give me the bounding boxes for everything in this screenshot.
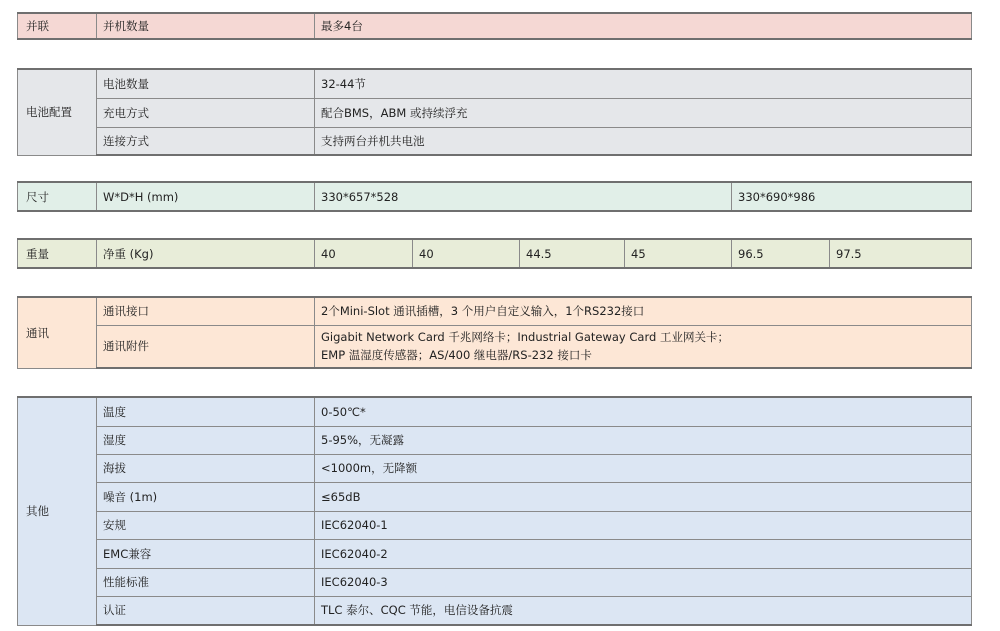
spec-value: 最多4台	[315, 13, 972, 39]
spec-label: 湿度	[97, 426, 315, 454]
spec-label: 温度	[97, 397, 315, 426]
spec-value: 40	[315, 239, 413, 268]
battery-table	[17, 68, 972, 156]
parallel-table	[17, 12, 972, 40]
weight-table	[17, 238, 972, 269]
spec-value: ≤65dB	[315, 482, 972, 511]
spec-label: 净重 (Kg)	[97, 239, 315, 268]
spec-value-multiline	[315, 325, 972, 368]
table-row	[18, 182, 972, 211]
dimensions-table	[17, 181, 972, 212]
spec-value: <1000m，无降额	[315, 454, 972, 482]
category-label: 电池配置	[18, 69, 97, 155]
spec-value: 配合BMS，ABM 或持续浮充	[315, 98, 972, 127]
spec-label: 通讯接口	[97, 297, 315, 325]
spec-value: 330*657*528	[315, 182, 732, 211]
spec-value: 支持两台并机共电池	[315, 127, 972, 155]
spec-label: EMC兼容	[97, 539, 315, 568]
spec-value: 2个Mini-Slot 通讯插槽，3 个用户自定义输入，1个RS232接口	[315, 297, 972, 325]
spec-label: W*D*H (mm)	[97, 182, 315, 211]
spec-label: 噪音 (1m)	[97, 482, 315, 511]
table-row	[18, 69, 972, 98]
category-label: 尺寸	[18, 182, 97, 211]
table-row	[18, 426, 972, 454]
table-row	[18, 325, 972, 368]
spec-label: 安规	[97, 511, 315, 539]
spec-value: 44.5	[520, 239, 625, 268]
spec-label: 连接方式	[97, 127, 315, 155]
spec-label: 电池数量	[97, 69, 315, 98]
spec-value: 32-44节	[315, 69, 972, 98]
spec-label: 并机数量	[97, 13, 315, 39]
spec-value: 97.5	[830, 239, 972, 268]
spec-label: 认证	[97, 596, 315, 625]
spec-value: 5-95%，无凝露	[315, 426, 972, 454]
spec-value-line: Gigabit Network Card 千兆网络卡；Industrial Gateway Card 工业网关卡；	[321, 330, 729, 345]
spec-value: IEC62040-2	[315, 539, 972, 568]
table-row	[18, 596, 972, 625]
table-row	[18, 98, 972, 127]
table-row	[18, 454, 972, 482]
table-row	[18, 539, 972, 568]
spec-value-line: EMP 温湿度传感器；AS/400 继电器/RS-232 接口卡	[321, 348, 592, 363]
spec-value: 0-50℃*	[315, 397, 972, 426]
spec-label: 通讯附件	[97, 325, 315, 368]
table-row	[18, 568, 972, 596]
spec-label: 充电方式	[97, 98, 315, 127]
category-label: 并联	[18, 13, 97, 39]
communication-table	[17, 296, 972, 369]
table-row	[18, 13, 972, 39]
table-row	[18, 239, 972, 268]
spec-value: 45	[625, 239, 732, 268]
table-row	[18, 511, 972, 539]
category-label: 其他	[18, 397, 97, 625]
spec-value: 40	[413, 239, 520, 268]
spec-value: 96.5	[732, 239, 830, 268]
spec-value: IEC62040-3	[315, 568, 972, 596]
table-row	[18, 127, 972, 155]
spec-value: 330*690*986	[732, 182, 972, 211]
table-row	[18, 397, 972, 426]
spec-label: 海拔	[97, 454, 315, 482]
spec-value: TLC 泰尔、CQC 节能，电信设备抗震	[315, 596, 972, 625]
table-row	[18, 297, 972, 325]
other-table	[17, 396, 972, 626]
spec-value: IEC62040-1	[315, 511, 972, 539]
category-label: 通讯	[18, 297, 97, 368]
table-row	[18, 482, 972, 511]
category-label: 重量	[18, 239, 97, 268]
spec-label: 性能标准	[97, 568, 315, 596]
